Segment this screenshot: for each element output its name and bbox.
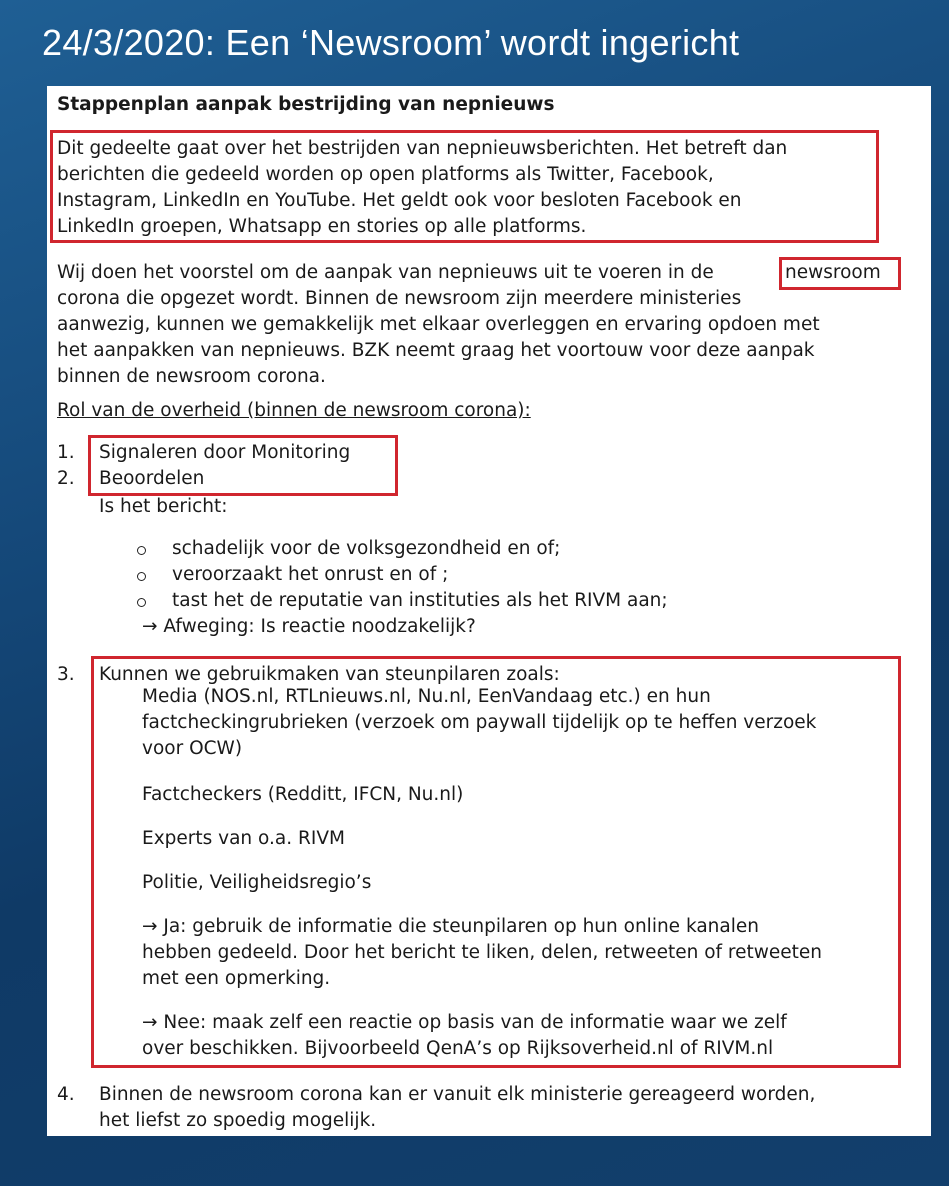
step2-conclusion: → Afweging: Is reactie noodzakelijk? [142,616,476,637]
media-line: voor OCW) [142,738,243,759]
bullet-item: schadelijk voor de volksgezondheid en of; [172,538,561,559]
bullet-icon [137,598,146,607]
steps-highlight-box [88,435,398,496]
bullet-icon [137,546,146,555]
police-line: Politie, Veiligheidsregio’s [142,872,372,893]
step3-text: Kunnen we gebruikmaken van steunpilaren zoals: [99,664,560,685]
proposal-line: het aanpakken van nepnieuws. BZK neemt graag het voortouw voor deze aanpak [57,340,815,361]
media-line: Media (NOS.nl, RTLnieuws.nl, Nu.nl, EenVandaag etc.) en hun [142,686,711,707]
document-heading: Stappenplan aanpak bestrijding van nepnieuws [57,94,555,115]
experts-line: Experts van o.a. RIVM [142,828,345,849]
role-heading: Rol van de overheid (binnen de newsroom corona): [57,400,531,421]
slide-title: 24/3/2020: Een ‘Newsroom’ wordt ingericht [42,22,740,63]
media-line: factcheckingrubrieken (verzoek om paywall tijdelijk op te heffen verzoek [142,712,817,733]
step-number: 2. [57,468,75,489]
yes-line: met een opmerking. [142,968,331,989]
step3-highlight-box [91,656,901,1068]
no-line: over beschikken. Bijvoorbeeld QenA’s op Rijksoverheid.nl of RIVM.nl [142,1038,774,1059]
proposal-line: binnen de newsroom corona. [57,366,326,387]
newsroom-word: newsroom [785,262,881,283]
yes-line: → Ja: gebruik de informatie die steunpilaren op hun online kanalen [142,916,759,937]
proposal-line: Wij doen het voorstel om de aanpak van nepnieuws uit te voeren in de [57,262,714,283]
intro-highlight-box [50,130,879,243]
document-page [47,86,931,1136]
intro-line: berichten die gedeeld worden op open platforms als Twitter, Facebook, [57,164,714,185]
intro-line: Dit gedeelte gaat over het bestrijden van nepnieuwsberichten. Het betreft dan [57,138,788,159]
factcheckers-line: Factcheckers (Redditt, IFCN, Nu.nl) [142,784,464,805]
newsroom-highlight-box [779,257,901,290]
yes-line: hebben gedeeld. Door het bericht te liken, delen, retweeten of retweeten [142,942,822,963]
step2-text: Beoordelen [99,468,205,489]
bullet-item: veroorzaakt het onrust en of ; [172,564,449,585]
intro-line: Instagram, LinkedIn en YouTube. Het geldt ook voor besloten Facebook en [57,190,742,211]
step4-line: Binnen de newsroom corona kan er vanuit elk ministerie gereageerd worden, [99,1084,816,1105]
no-line: → Nee: maak zelf een reactie op basis van de informatie waar we zelf [142,1012,787,1033]
proposal-line: aanwezig, kunnen we gemakkelijk met elkaar overleggen en ervaring opdoen met [57,314,820,335]
bullet-item: tast het de reputatie van instituties als het RIVM aan; [172,590,668,611]
step-number: 1. [57,442,75,463]
bullet-icon [137,572,146,581]
step-number: 3. [57,664,75,685]
proposal-line: corona die opgezet wordt. Binnen de newsroom zijn meerdere ministeries [57,288,742,309]
step2-question: Is het bericht: [99,496,228,517]
step4-line: het liefst zo spoedig mogelijk. [99,1110,377,1131]
step1-text: Signaleren door Monitoring [99,442,351,463]
step-number: 4. [57,1084,75,1105]
intro-line: LinkedIn groepen, Whatsapp en stories op alle platforms. [57,216,587,237]
